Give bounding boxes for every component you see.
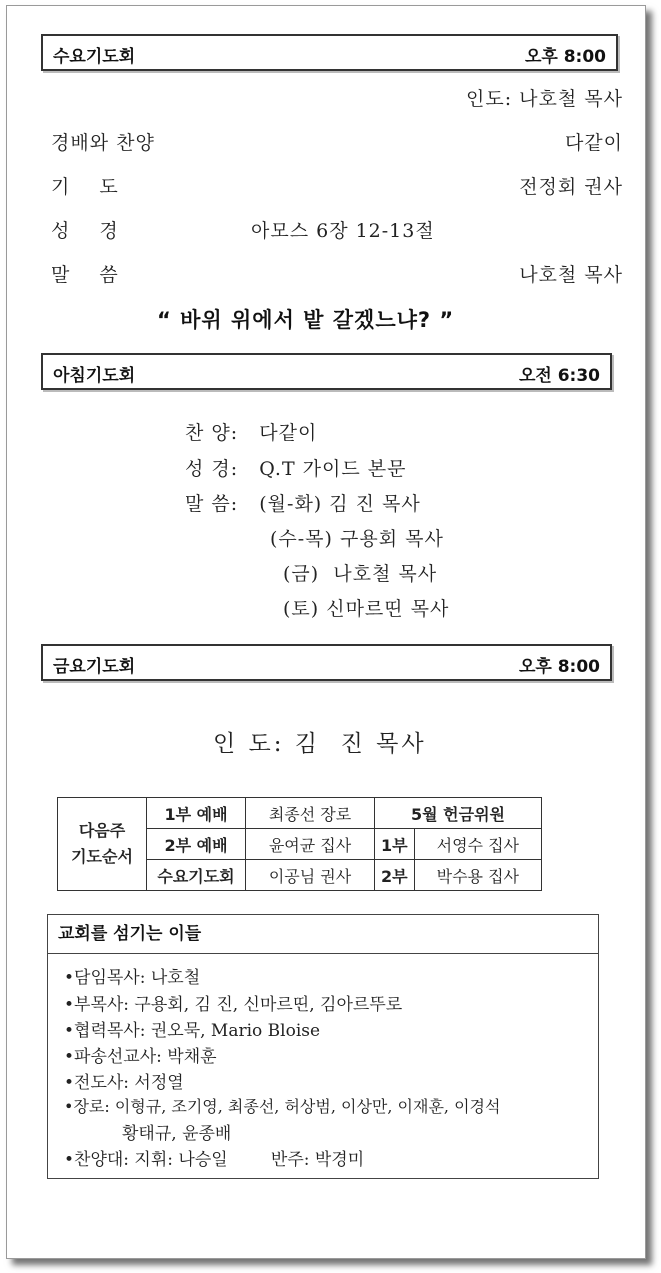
wednesday-row-label: 말 씀 — [51, 264, 130, 286]
offering-person-cell: 서영수 집사 — [414, 829, 541, 860]
wednesday-row-value: 전정회 권사 — [519, 176, 623, 198]
scripture-reference: 아모스 6장 12-13절 — [251, 220, 435, 242]
schedule-row-header-text: 다음주 기도순서 — [71, 821, 133, 866]
friday-title: 금요기도회 — [53, 657, 136, 677]
table-row — [58, 798, 542, 829]
morning-title: 아침기도회 — [53, 366, 136, 386]
wednesday-row-value: 다같이 — [564, 132, 623, 154]
servant-line: •찬양대: 지휘: 나승일 반주: 박경미 — [64, 1150, 365, 1170]
service-cell: 수요기도회 — [147, 860, 246, 891]
church-servants-title: 교회를 섬기는 이들 — [48, 915, 598, 954]
service-cell: 1부 예배 — [147, 798, 246, 829]
offering-person-cell: 박수용 집사 — [414, 860, 541, 891]
servant-line: •파송선교사: 박채훈 — [64, 1047, 217, 1067]
offering-part-cell: 1부 — [375, 829, 415, 860]
wednesday-time: 오후 8:00 — [524, 47, 606, 67]
morning-time: 오전 6:30 — [518, 366, 600, 386]
wednesday-leader: 인도: 나호철 목사 — [466, 88, 623, 110]
morning-line: 성 경: Q.T 가이드 본문 — [185, 458, 407, 480]
person-cell: 이공님 권사 — [246, 860, 375, 891]
morning-line: (수-목) 구용회 목사 — [270, 528, 444, 550]
church-servants-box — [47, 914, 599, 1179]
servant-line: •장로: 이형규, 조기영, 최종선, 허상범, 이상만, 이재훈, 이경석 — [64, 1097, 501, 1116]
servant-line: 황태규, 윤종배 — [122, 1124, 232, 1144]
friday-time: 오후 8:00 — [518, 657, 600, 677]
friday-leader: 인 도: 김 진 목사 — [213, 731, 427, 757]
servant-line: •협력목사: 권오묵, Mario Bloise — [64, 1021, 321, 1041]
morning-line: (토) 신마르띤 목사 — [283, 598, 450, 620]
offering-title-cell: 5월 헌금위원 — [375, 798, 542, 829]
servant-line: •담임목사: 나호철 — [64, 968, 201, 988]
sermon-title: “ 바위 위에서 밭 갈겠느냐? ” — [157, 308, 455, 332]
offering-part-cell: 2부 — [375, 860, 415, 891]
wednesday-row-label: 기 도 — [51, 176, 130, 198]
next-week-schedule-table — [57, 797, 542, 891]
friday-section-header — [41, 644, 612, 681]
morning-line: 찬 양: 다같이 — [185, 422, 318, 444]
person-cell: 최종선 장로 — [246, 798, 375, 829]
bulletin-page — [6, 5, 646, 1259]
morning-section-header — [41, 353, 612, 390]
servant-line: •부목사: 구용회, 김 진, 신마르띤, 김아르뚜로 — [64, 995, 403, 1015]
wednesday-row-value: 나호철 목사 — [519, 264, 623, 286]
morning-line: 말 씀: (월-화) 김 진 목사 — [185, 493, 421, 515]
servant-line: •전도사: 서정열 — [64, 1073, 184, 1093]
schedule-row-header — [58, 798, 147, 891]
person-cell: 윤여균 집사 — [246, 829, 375, 860]
wednesday-row-label: 경배와 찬양 — [51, 132, 155, 154]
service-cell: 2부 예배 — [147, 829, 246, 860]
wednesday-row-label: 성 경 — [51, 220, 130, 242]
wednesday-title: 수요기도회 — [53, 47, 136, 67]
morning-line: (금) 나호철 목사 — [283, 563, 438, 585]
wednesday-section-header — [41, 34, 618, 71]
